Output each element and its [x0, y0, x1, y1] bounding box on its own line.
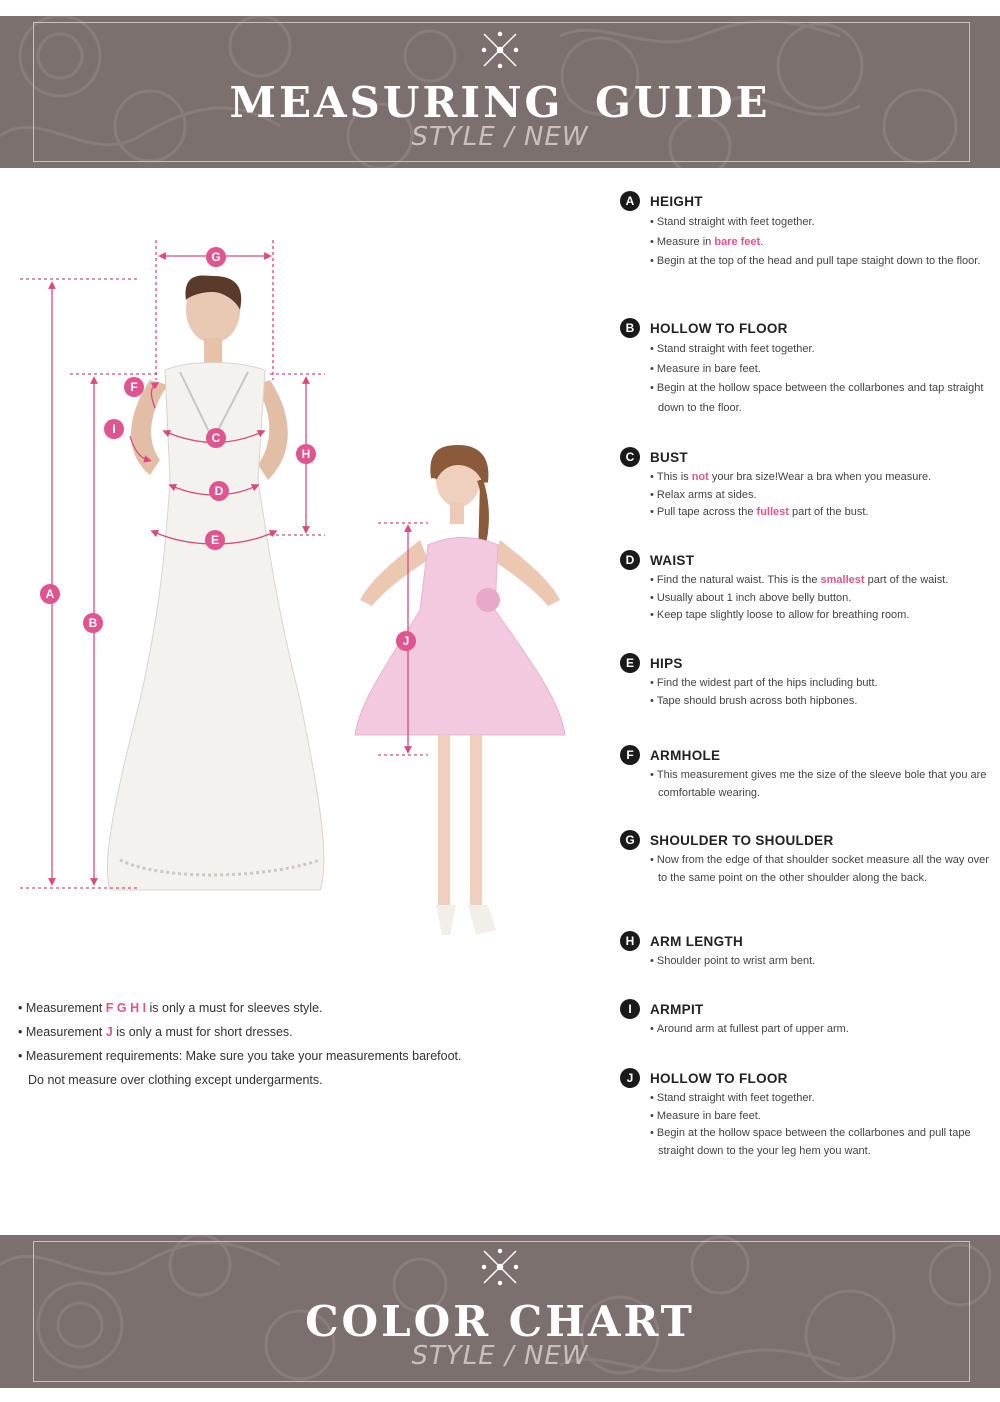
list-item: • Begin at the hollow space between the collarbones and tap straight down to the floor. — [650, 379, 990, 418]
entry-title: ARM LENGTH — [650, 933, 743, 949]
list-item: • Find the natural waist. This is the smallest part of the waist. — [650, 572, 990, 590]
list-item: • This measurement gives me the size of the sleeve bole that you are comfortable wearing. — [650, 767, 990, 802]
entry-title: SHOULDER TO SHOULDER — [650, 832, 834, 848]
badge-b-icon: B — [620, 318, 640, 338]
list-item: • Around arm at fullest part of upper arm. — [650, 1021, 990, 1039]
page-subtitle: STYLE / NEW — [411, 122, 589, 152]
list-item: • Find the widest part of the hips including butt. — [650, 675, 990, 693]
svg-text:H: H — [301, 447, 311, 461]
svg-text:G: G — [211, 250, 221, 264]
svg-text:C: C — [211, 431, 221, 445]
guide-entry-armhole — [620, 744, 990, 802]
entry-title: BUST — [650, 449, 688, 465]
guide-entry-bust — [620, 446, 990, 522]
bride-figure — [107, 276, 324, 890]
color-chart-subtitle: STYLE / NEW — [411, 1341, 589, 1371]
header-banner — [0, 16, 1000, 168]
entry-title: ARMPIT — [650, 1001, 704, 1017]
badge-a — [40, 584, 60, 604]
color-chart-title: COLOR CHART — [305, 1297, 695, 1346]
badge-j — [396, 631, 416, 651]
crossed-lines-icon — [480, 30, 520, 70]
list-item: • Stand straight with feet together. — [650, 1090, 990, 1108]
badge-e-icon: E — [620, 653, 640, 673]
note-sleeves: • Measurement F G H I is only a must for sleeves style. — [18, 1001, 323, 1015]
note-requirements-cont: Do not measure over clothing except undergarments. — [28, 1073, 323, 1087]
list-item: • Pull tape across the fullest part of the bust. — [650, 504, 990, 522]
entry-title: ARMHOLE — [650, 747, 721, 763]
guide-entry-shoulder — [620, 829, 990, 887]
list-item: • Stand straight with feet together. — [650, 340, 990, 360]
badge-d-icon: D — [620, 550, 640, 570]
entry-title: HOLLOW TO FLOOR — [650, 320, 788, 336]
list-item: • Now from the edge of that shoulder socket measure all the way over to the same point on the other shoulder along the back. — [650, 852, 990, 887]
guide-entry-armpit — [620, 998, 990, 1039]
crossed-lines-icon — [480, 1247, 520, 1287]
list-item: • Keep tape slightly loose to allow for breathing room. — [650, 607, 990, 625]
entry-title: WAIST — [650, 552, 695, 568]
entry-title: HOLLOW TO FLOOR — [650, 1070, 788, 1086]
list-item: • Relax arms at sides. — [650, 487, 990, 505]
badge-b — [83, 613, 103, 633]
badge-i — [104, 419, 124, 439]
badge-f — [124, 377, 144, 397]
list-item: • This is not your bra size!Wear a bra when you measure. — [650, 469, 990, 487]
svg-text:B: B — [88, 616, 98, 630]
badge-e — [205, 530, 225, 550]
list-item: • Measure in bare feet. — [650, 1108, 990, 1126]
list-item: • Usually about 1 inch above belly button. — [650, 590, 990, 608]
list-item: • Tape should brush across both hipbones. — [650, 693, 990, 711]
note-requirements: • Measurement requirements: Make sure you take your measurements barefoot. — [18, 1049, 462, 1063]
guide-entry-arm-length — [620, 930, 990, 971]
list-item: • Stand straight with feet together. — [650, 213, 990, 233]
badge-i-icon: I — [620, 999, 640, 1019]
badge-g — [206, 247, 226, 267]
badge-h-icon: H — [620, 931, 640, 951]
badge-f-icon: F — [620, 745, 640, 765]
badge-h — [296, 444, 316, 464]
page-title: MEASURING GUIDE — [229, 78, 771, 127]
guide-entry-hips — [620, 652, 990, 710]
measurement-figures — [0, 168, 600, 968]
badge-d — [209, 481, 229, 501]
note-short-dresses: • Measurement J is only a must for short dresses. — [18, 1025, 293, 1039]
svg-text:J: J — [402, 634, 410, 648]
guide-entry-height — [620, 190, 990, 272]
entry-title: HEIGHT — [650, 193, 703, 209]
list-item: • Begin at the hollow space between the collarbones and pull tape straight down to the your leg hem you want. — [650, 1125, 990, 1160]
badge-g-icon: G — [620, 830, 640, 850]
guide-entry-hollow-to-floor — [620, 317, 990, 418]
guide-entry-waist — [620, 549, 990, 625]
badge-c — [206, 428, 226, 448]
short-dress-figure — [355, 448, 565, 935]
list-item: • Measure in bare feet. — [650, 233, 990, 253]
badge-j-icon: J — [620, 1068, 640, 1088]
svg-text:A: A — [45, 587, 55, 601]
color-chart-banner — [0, 1235, 1000, 1388]
list-item: • Measure in bare feet. — [650, 360, 990, 380]
svg-text:I: I — [112, 422, 116, 436]
svg-text:D: D — [214, 484, 224, 498]
list-item: • Shoulder point to wrist arm bent. — [650, 953, 990, 971]
badge-c-icon: C — [620, 447, 640, 467]
guide-entry-hollow-to-hem — [620, 1067, 990, 1160]
badge-a-icon: A — [620, 191, 640, 211]
measurement-notes — [18, 996, 518, 1092]
svg-text:E: E — [210, 533, 220, 547]
list-item: • Begin at the top of the head and pull tape staight down to the floor. — [650, 252, 990, 272]
entry-title: HIPS — [650, 655, 683, 671]
svg-text:F: F — [130, 380, 138, 394]
